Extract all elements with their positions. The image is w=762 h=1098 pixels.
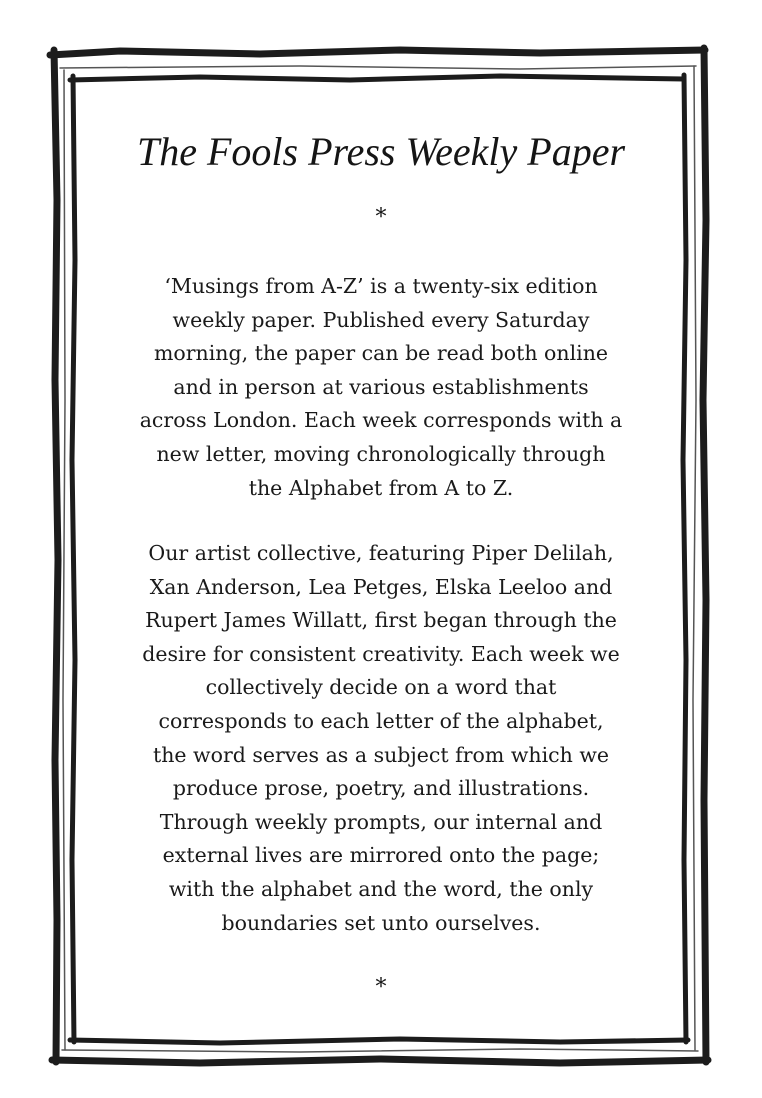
- paragraph-line: desire for consistent creativity. Each week we: [142, 641, 620, 666]
- paragraph-line: weekly paper. Published every Saturday: [172, 307, 590, 332]
- paragraph-line: Xan Anderson, Lea Petges, Elska Leeloo and: [149, 574, 613, 599]
- paragraph-line: and in person at various establishments: [173, 374, 589, 399]
- paragraph-line: the Alphabet from A to Z.: [248, 475, 514, 500]
- inner-border-bottom: [70, 1039, 688, 1043]
- section-divider-top: *: [375, 205, 387, 230]
- section-divider-bottom: *: [375, 975, 387, 1000]
- paragraph-line: Through weekly prompts, our internal and: [159, 809, 603, 834]
- paragraph-line: boundaries set unto ourselves.: [221, 910, 541, 935]
- paragraph-line: new letter, moving chronologically through: [156, 441, 606, 466]
- paragraph-line: Our artist collective, featuring Piper Delilah,: [148, 541, 614, 565]
- paragraph-line: across London. Each week corresponds with a: [139, 408, 623, 433]
- paragraph-line: Rupert James Willatt, first began through the: [145, 608, 617, 633]
- outer-border-right: [703, 48, 706, 1062]
- outer-border-left: [54, 50, 58, 1062]
- paragraph-line: corresponds to each letter of the alphabet,: [158, 708, 604, 733]
- paragraph-line: produce prose, poetry, and illustrations.: [172, 776, 590, 801]
- paragraph-line: the word serves as a subject from which we: [152, 742, 610, 767]
- intro-paragraph: [100, 270, 662, 505]
- collective-paragraph: [100, 537, 662, 940]
- outer-border-bottom: [52, 1059, 708, 1063]
- paragraph-line: ‘Musings from A-Z’ is a twenty-six edition: [164, 274, 598, 298]
- paragraph-line: external lives are mirrored onto the page;: [162, 843, 600, 868]
- page-title: The Fools Press Weekly Paper: [136, 129, 626, 174]
- outer-border-top: [50, 50, 705, 55]
- paragraph-line: with the alphabet and the word, the only: [168, 876, 594, 901]
- paragraph-line: collectively decide on a word that: [205, 675, 557, 700]
- paragraph-line: morning, the paper can be read both online: [153, 341, 609, 366]
- inner-border-top: [70, 76, 684, 80]
